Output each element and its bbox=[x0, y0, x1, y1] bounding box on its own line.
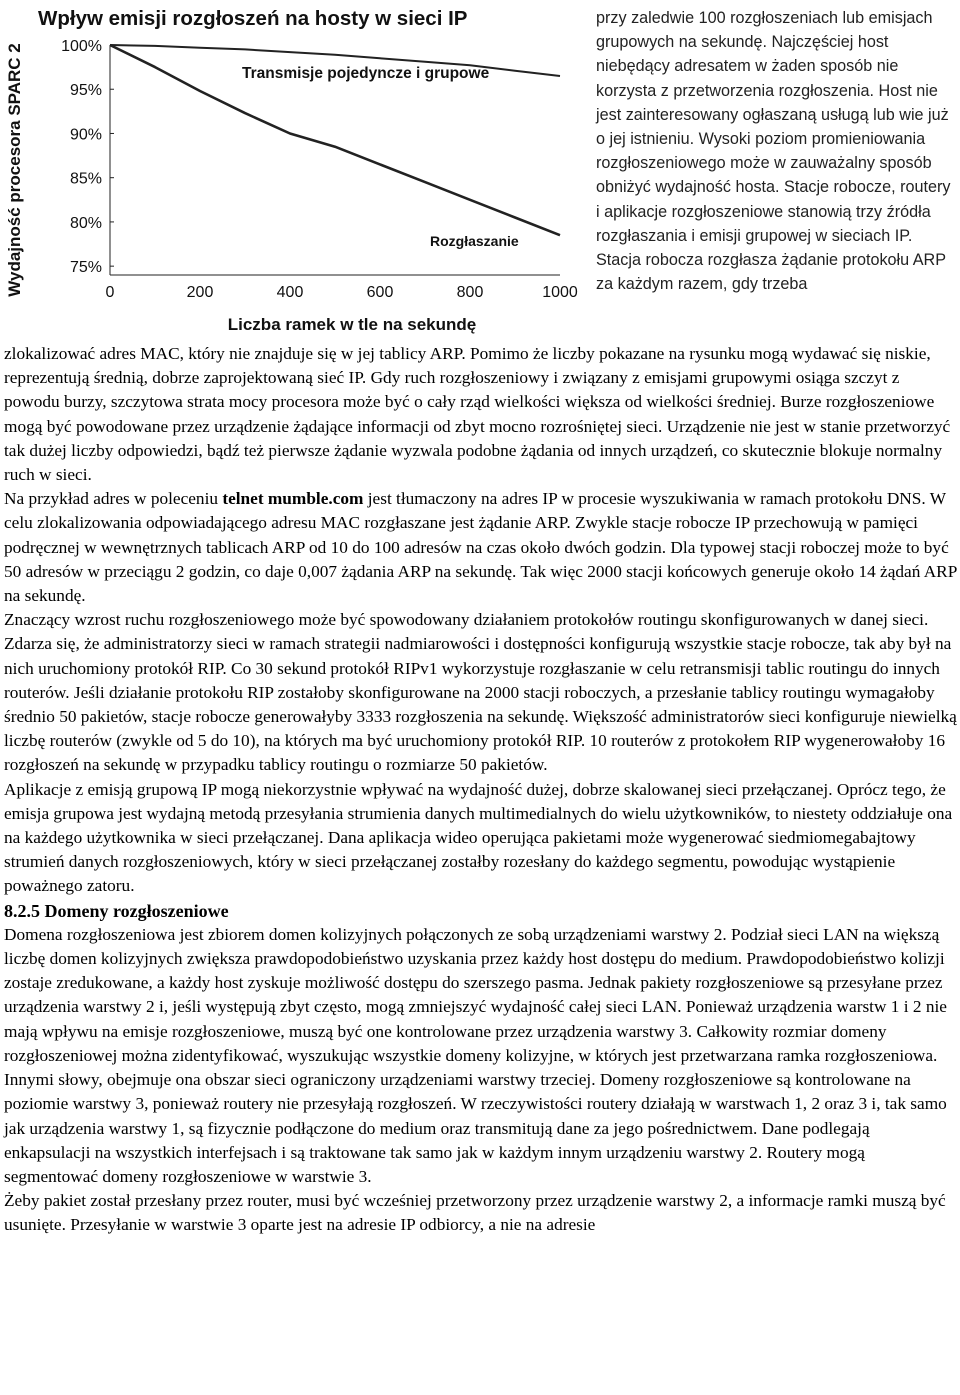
section-heading: 8.2.5 Domeny rozgłoszeniowe bbox=[4, 900, 229, 921]
paragraph: Żeby pakiet został przesłany przez router, musi być wcześniej przetworzony przez urządzenie warstwy 2, a informacje ramki muszą być usunięte. Przesyłanie w warstwie 3 oparte jest na adresie IP odbiorcy, a nie na adresie bbox=[4, 1191, 946, 1235]
paragraph-telnet-example bbox=[4, 487, 958, 608]
paragraph: Znaczący wzrost ruchu rozgłoszeniowego może być spowodowany działaniem protokołów routingu skonfigurowanych w danej sieci. Zdarza się, że administratorzy sieci w ramach strategii nadmiarowości i dostępności konfigurują wszystkie stacje robocze, tak aby był na nich uruchomiony protokół RIP. Co 30 sekund protokół RIPv1 wykorzystuje rozgłaszanie w celu retransmisji tablic routingu do innych routerów. Jeśli działanie protokołu RIP zostałoby skonfigurowane na 2000 stacji roboczych, a przesłanie tablicy routingu wymagałoby średnio 50 pakietów, stacje robocze generowałyby 3333 rozgłoszenia na sekundę. Większość administratorów sieci konfiguruje niewielką liczbę routerów (zwykle od 5 do 10), na których ma być uruchomiony protokół RIP. 10 routerów z protokołem RIP wygenerowałoby 16 rozgłoszeń na sekundę w przypadku tablicy routingu o rozmiarze 50 pakietów. bbox=[4, 610, 957, 775]
text-run: Na przykład adres w poleceniu bbox=[4, 489, 223, 509]
chart-title: Wpływ emisji rozgłoszeń na hosty w sieci IP bbox=[38, 7, 468, 30]
x-tick-label: 200 bbox=[186, 284, 214, 301]
y-tick-label: 80% bbox=[69, 214, 102, 232]
chart-y-label: Wydajność procesora SPARC 2 bbox=[5, 43, 24, 297]
x-tick-label: 1000 bbox=[542, 284, 578, 301]
y-tick-label: 85% bbox=[69, 170, 102, 188]
x-tick-label: 0 bbox=[105, 284, 115, 301]
x-tick-label: 400 bbox=[276, 284, 304, 301]
y-tick-label: 95% bbox=[69, 82, 102, 100]
x-tick-label: 800 bbox=[456, 284, 484, 301]
side-paragraph: przy zaledwie 100 rozgłoszeniach lub emisjach grupowych na sekundę. Najczęściej host niebędący adresatem w żaden sposób nie korzysta z przetworzenia rozgłoszenia. Host nie jest zainteresowany ogłaszaną usługą lub wie już o jej istnieniu. Wysoki poziom promieniowania rozgłoszeniowego może w zauważalny sposób obniżyć wydajność hosta. Stacje robocze, routery i aplikacje rozgłoszeniowe stanowią trzy źródła rozgłaszania i emisji grupowej w sieciach IP. bbox=[596, 9, 951, 245]
paragraph: Domena rozgłoszeniowa jest zbiorem domen kolizyjnych połączonych ze sobą urządzeniami warstwy 2. Podział sieci LAN na większą liczbę domen kolizyjnych zwiększa prawdopodobieństwo uzyskania przez każdy host dostępu do medium. Prawdopodobieństwo kolizji zostaje zredukowane, a każdy host zyskuje możliwość dostępu do szerszego pasma. Jednak pakiety rozgłoszeniowe są przesyłane przez urządzenia warstwy 2 i, jeśli występują zbyt często, mogą zmniejszyć wydajność całej sieci LAN. Ponieważ urządzenia warstw 1 i 2 nie mają wpływu na emisje rozgłoszeniowe, muszą być one kontrolowane przez urządzenia warstwy 3. Całkowity rozmiar domeny rozgłoszeniowej można zidentyfikować, wyszukując wszystkie domeny kolizyjne, w których jest przetwarzana ramka rozgłoszeniowa. Innymi słowy, obejmuje ona obszar sieci ograniczony urządzeniami warstwy trzeciej. Domeny rozgłoszeniowe są kontrolowane na poziomie warstwy 3, ponieważ routery nie przesyłają rozgłoszeń. W rzeczywistości routery działają w warstwach 1, 2 oraz 3 i, tak samo jak urządzenia warstwy 1, są fizycznie podłączone do medium oraz transmitują dane za jego pośrednictwem. Dane podlegają enkapsulacji na wszystkich interfejsach i są traktowane tak samo jak w każdym innym urządzeniu warstwy 2. Routery mogą segmentować domeny rozgłoszeniowe w warstwie 3. bbox=[4, 924, 947, 1186]
text-run: jest tłumaczony na adres IP w procesie wyszukiwania w ramach protokołu DNS. W celu zlokalizowania odpowiadającego adresu MAC rozgłaszane jest żądanie ARP. Zwykle stacje robocze IP przechowują w pamięci podręcznej w wewnętrznych tablicach ARP od 10 do 100 adresów na czas około dwóch godzin. Dla typowej stacji roboczej może to być 50 adresów w przeciągu 2 godzin, co daje 0,007 żądania ARP na sekundę. Tak więc 2000 stacji końcowych generuje około 14 żądań ARP na sekundę. bbox=[4, 489, 957, 606]
side-paragraph: Stacja robocza rozgłasza żądanie protokołu ARP za każdym razem, gdy trzeba bbox=[596, 251, 946, 294]
annotation-unicast-multicast: Transmisje pojedyncze i grupowe bbox=[242, 65, 490, 82]
main-text bbox=[4, 342, 958, 1238]
chart-svg bbox=[0, 0, 590, 345]
chart-x-label: Liczba ramek w tle na sekundę bbox=[227, 315, 477, 334]
command-text: telnet mumble.com bbox=[222, 489, 364, 509]
broadcast-impact-chart bbox=[0, 0, 590, 345]
side-text bbox=[596, 6, 958, 296]
annotation-broadcast: Rozgłaszanie bbox=[430, 233, 519, 249]
paragraph: zlokalizować adres MAC, który nie znajduje się w jej tablicy ARP. Pomimo że liczby pokazane na rysunku mogą wydawać się niskie, reprezentują średnią, dobrze zaprojektowaną sieć IP. Gdy ruch rozgłoszeniowy i związany z emisjami grupowymi osiąga szczyt z powodu burzy, szczytowa strata mocy procesora może być o cały rząd wielkości większa od wielkości średniej. Burze rozgłoszeniowe mogą być powodowane przez urządzenie żądające informacji od zbyt mocno rozrośniętej sieci. Urządzenie nie jest w stanie przetworzyć tak dużej liczby odpowiedzi, bądź też pierwsze żądanie wyzwala podobne żądania od innych urządzeń, co skutecznie blokuje normalny ruch w sieci. bbox=[4, 344, 951, 485]
y-tick-label: 100% bbox=[61, 38, 102, 55]
y-tick-label: 90% bbox=[69, 126, 102, 144]
x-tick-label: 600 bbox=[366, 284, 394, 301]
paragraph: Aplikacje z emisją grupową IP mogą niekorzystnie wpływać na wydajność dużej, dobrze skalowanej sieci przełączanej. Oprócz tego, że emisja grupowa jest wydajną metodą przesyłania strumienia danych multimedialnych do wielu użytkowników, to niestety oddziałuje ona na każdego użytkownika w sieci przełączanej. Dana aplikacja wideo operująca pakietami może wygenerować siedmiomegabajtowy strumień danych rozgłoszeniowych, który w sieci przełączanej zostałby rozesłany do każdego segmentu, powodując wystąpienie poważnego zatoru. bbox=[4, 779, 953, 896]
y-tick-label: 75% bbox=[69, 259, 102, 277]
